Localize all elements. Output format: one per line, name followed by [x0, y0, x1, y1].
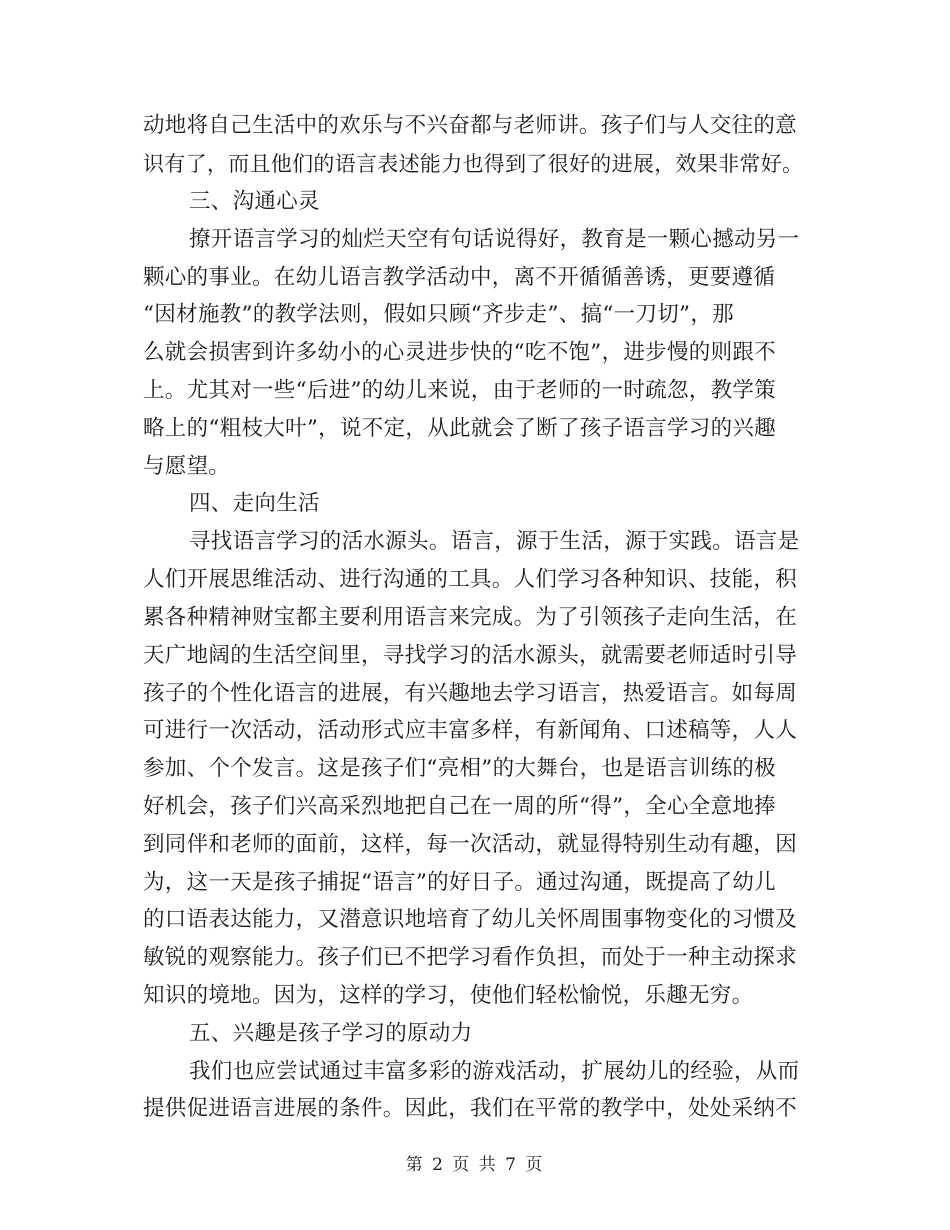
paragraph-line: 好机会，孩子们兴高采烈地把自己在一周的所“得”，全心全意地捧	[143, 794, 776, 819]
paragraph-line: 识有了，而且他们的语言表述能力也得到了很好的进展，效果非常好。	[143, 152, 804, 176]
paragraph-line: 颗心的事业。在幼儿语言教学活动中，离不开循循善诱，更要遵循	[143, 265, 776, 290]
section-heading: 四、走向生活	[189, 491, 320, 516]
paragraph-line: 提供促进语言进展的条件。因此，我们在平常的教学中，处处采纳不	[143, 1096, 798, 1121]
paragraph-line: 到同伴和老师的面前，这样，每一次活动，就显得特别生动有趣，因	[143, 832, 798, 857]
paragraph-line: 略上的“粗枝大叶”，说不定，从此就会了断了孩子语言学习的兴趣	[143, 416, 776, 441]
paragraph-line: 参加、个个发言。这是孩子们“亮相”的大舞台，也是语言训练的极	[143, 756, 776, 781]
page-footer: 第 2 页 共 7 页	[405, 1155, 545, 1175]
paragraph-line: 动地将自己生活中的欢乐与不兴奋都与老师讲。孩子们与人交往的意	[143, 113, 798, 138]
paragraph-line: 为，这一天是孩子捕捉“语言”的好日子。通过沟通，既提高了幼儿	[143, 870, 776, 895]
paragraph-line: 天广地阔的生活空间里，寻找学习的活水源头，就需要老师适时引导	[143, 643, 798, 668]
paragraph-line: 我们也应尝试通过丰富多彩的游戏活动，扩展幼儿的经验，从而	[189, 1059, 800, 1084]
paragraph-line: 上。尤其对一些“后进”的幼儿来说，由于老师的一时疏忽，教学策	[143, 378, 776, 403]
paragraph-line: 寻找语言学习的活水源头。语言，源于生活，源于实践。语言是	[189, 529, 800, 554]
section-heading: 五、兴趣是孩子学习的原动力	[189, 1021, 473, 1046]
paragraph-line: 的口语表达能力，又潜意识地培育了幼儿关怀周围事物变化的习惯及	[143, 907, 798, 932]
paragraph-line: 撩开语言学习的灿烂天空有句话说得好，教育是一颗心撼动另一	[189, 227, 800, 252]
paragraph-line: 累各种精神财宝都主要利用语言来完成。为了引领孩子走向生活，在	[143, 605, 798, 630]
paragraph-line: 知识的境地。因为，这样的学习，使他们轻松愉悦，乐趣无穷。	[143, 983, 754, 1008]
paragraph-line: “因材施教”的教学法则，假如只顾“齐步走”、搞“一刀切”，那	[143, 302, 734, 327]
section-heading: 三、沟通心灵	[189, 189, 320, 214]
paragraph-line: 可进行一次活动，活动形式应丰富多样，有新闻角、口述稿等，人人	[143, 718, 798, 743]
paragraph-line: 么就会损害到许多幼小的心灵进步快的“吃不饱”，进步慢的则跟不	[143, 340, 776, 365]
paragraph-line: 与愿望。	[143, 454, 231, 479]
paragraph-line: 人们开展思维活动、进行沟通的工具。人们学习各种知识、技能，积	[143, 567, 798, 592]
paragraph-line: 孩子的个性化语言的进展，有兴趣地去学习语言，热爱语言。如每周	[143, 681, 798, 706]
paragraph-line: 敏锐的观察能力。孩子们已不把学习看作负担，而处于一种主动探求	[143, 945, 798, 970]
